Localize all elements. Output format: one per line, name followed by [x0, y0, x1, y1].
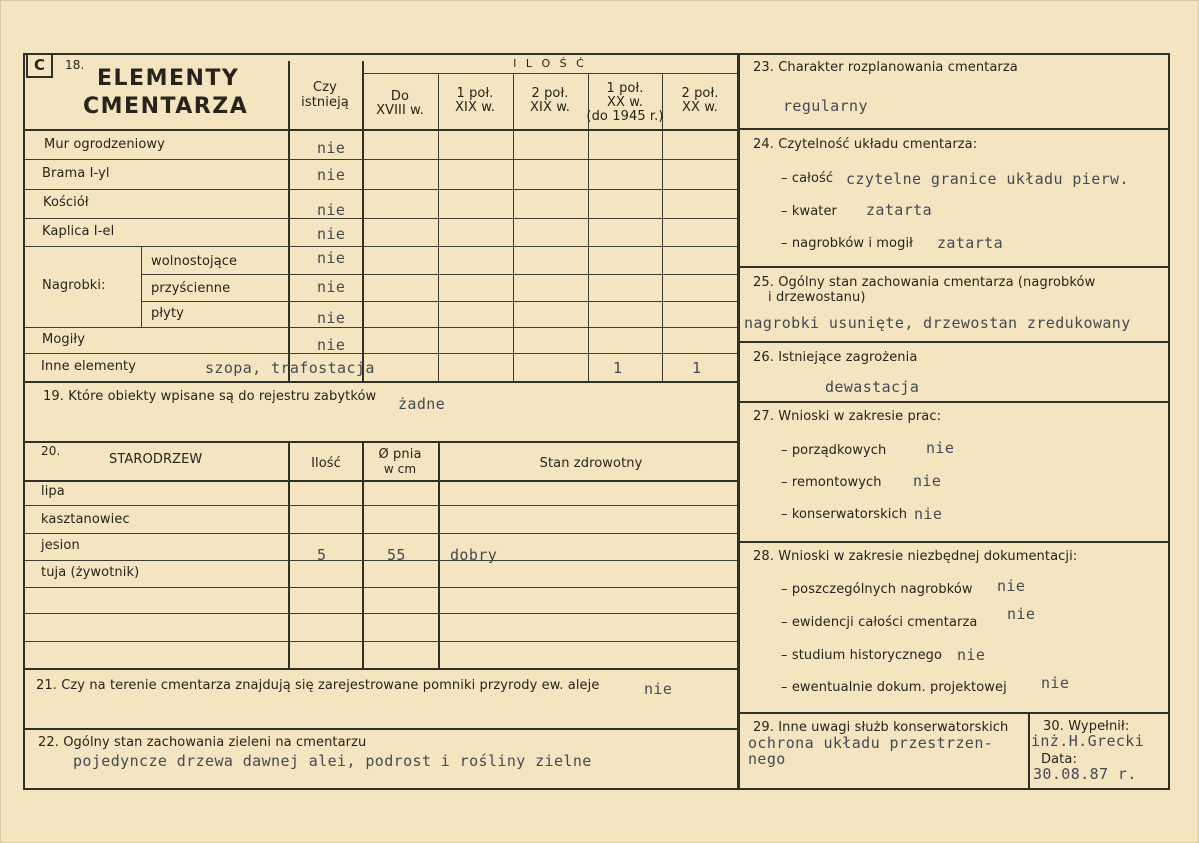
divider: [362, 441, 364, 669]
section-18-title-line2: CMENTARZA: [83, 94, 249, 119]
section-22-label: 22. Ogólny stan zachowania zieleni na cmentarzu: [38, 735, 367, 750]
row-inne-period4: 1: [613, 359, 623, 377]
row-kaplica-value: nie: [317, 225, 346, 243]
section-28-item-2-label: – ewidencji całości cmentarza: [781, 615, 978, 630]
row-kaplica-label: Kaplica I-el: [42, 224, 115, 239]
section-28-item-2-value: nie: [1007, 605, 1036, 623]
period-2-line2: XIX w.: [455, 100, 495, 115]
col-header-ilosc-trees: Ilość: [311, 456, 341, 471]
row-inne-value: szopa, trafostacja: [205, 359, 375, 377]
divider: [438, 441, 440, 669]
row-plyty-value: nie: [317, 309, 346, 327]
period-4-line1: 1 poł.: [606, 81, 644, 96]
row-mur-label: Mur ogrodzeniowy: [44, 137, 165, 152]
row-line: [25, 189, 738, 190]
divider: [25, 381, 738, 383]
divider: [513, 73, 514, 381]
row-line: [25, 505, 738, 506]
divider: [288, 441, 290, 669]
divider: [1028, 712, 1030, 789]
section-28-item-3-value: nie: [957, 646, 986, 664]
section-19-label: 19. Które obiekty wpisane są do rejestru zabytków: [43, 389, 377, 404]
section-24-kwater-label: – kwater: [781, 204, 837, 219]
row-line: [141, 274, 738, 275]
section-24-nagrob-label: – nagrobków i mogił: [781, 236, 913, 251]
divider: [740, 266, 1169, 268]
row-line: [25, 246, 738, 247]
tree-jesion: jesion: [41, 538, 80, 553]
col-header-czy-2: istnieją: [301, 95, 349, 110]
section-25-label-1: 25. Ogólny stan zachowania cmentarza (nagrobków: [753, 275, 1096, 290]
row-plyty-label: płyty: [151, 306, 184, 321]
tree-lipa: lipa: [41, 484, 65, 499]
row-inne-label: Inne elementy: [41, 359, 137, 374]
section-25-value: nagrobki usunięte, drzewostan zredukowany: [744, 314, 1131, 332]
row-kosciol-label: Kościół: [43, 195, 89, 210]
period-5-line1: 2 poł.: [681, 86, 719, 101]
row-line: [25, 560, 738, 561]
section-23-label: 23. Charakter rozplanowania cmentarza: [753, 60, 1018, 75]
divider: [25, 480, 738, 482]
row-przysc-value: nie: [317, 278, 346, 296]
section-26-label: 26. Istniejące zagrożenia: [753, 350, 918, 365]
section-18-title-line1: ELEMENTY: [97, 66, 240, 91]
tree-kasztanowiec: kasztanowiec: [41, 512, 130, 527]
row-inne-period5: 1: [692, 359, 702, 377]
divider: [25, 441, 738, 443]
jesion-stan: dobry: [450, 546, 498, 564]
row-line: [25, 641, 738, 642]
section-20-title: STARODRZEW: [109, 452, 203, 467]
section-19-value: żadne: [398, 395, 446, 413]
section-29-label: 29. Inne uwagi służb konserwatorskich: [753, 720, 1009, 735]
divider: [141, 246, 142, 327]
row-wolno-value: nie: [317, 249, 346, 267]
section-30-date-label: Data:: [1041, 752, 1077, 767]
section-25-label-2: i drzewostanu): [768, 290, 866, 305]
col-header-stan: Stan zdrowotny: [539, 456, 643, 471]
period-5-line2: XX w.: [681, 100, 719, 115]
divider: [25, 129, 738, 131]
period-1-line1: Do: [390, 89, 410, 104]
row-line: [25, 587, 738, 588]
period-4-line2: XX w.: [606, 95, 644, 110]
section-27-item-1-label: – porządkowych: [781, 443, 887, 458]
row-nagrobki-label: Nagrobki:: [42, 278, 106, 293]
row-kosciol-value: nie: [317, 201, 346, 219]
divider: [740, 341, 1169, 343]
section-30-label: 30. Wypełnił:: [1043, 719, 1130, 734]
period-3-line1: 2 poł.: [531, 86, 569, 101]
row-brama-label: Brama I-yl: [42, 166, 110, 181]
section-30-date: 30.08.87 r.: [1033, 765, 1137, 783]
row-brama-value: nie: [317, 166, 346, 184]
period-1-line2: XVIII w.: [376, 103, 424, 118]
divider: [740, 541, 1169, 543]
section-27-item-2-value: nie: [913, 472, 942, 490]
section-28-label: 28. Wnioski w zakresie niezbędnej dokumentacji:: [753, 549, 1078, 564]
section-29-value-line1: ochrona układu przestrzen-: [748, 734, 994, 752]
section-20-number: 20.: [41, 444, 61, 458]
section-27-item-3-label: – konserwatorskich: [781, 507, 908, 522]
jesion-pien: 55: [387, 546, 406, 564]
row-przysc-label: przyścienne: [151, 281, 231, 296]
section-24-kwater-value: zatarta: [866, 201, 933, 219]
section-28-item-4-label: – ewentualnie dokum. projektowej: [781, 680, 1007, 695]
section-22-value: pojedyncze drzewa dawnej alei, podrost i rośliny zielne: [73, 752, 592, 770]
row-line: [25, 327, 738, 328]
divider: [362, 73, 738, 74]
col-header-ilosc: I L O Ś Ć: [513, 57, 587, 70]
row-line: [141, 301, 738, 302]
section-29-value-line2: nego: [748, 750, 786, 768]
section-21-value: nie: [644, 680, 673, 698]
row-line: [25, 218, 738, 219]
section-21-label: 21. Czy na terenie cmentarza znajdują się zarejestrowane pomniki przyrody ew. aleje: [36, 678, 600, 693]
section-24-calosc-label: – całość: [781, 171, 834, 186]
card-letter-box: C: [26, 53, 53, 78]
divider: [740, 401, 1169, 403]
col-header-pnia-1: Ø pnia: [378, 447, 422, 462]
divider: [362, 61, 364, 381]
row-mogily-label: Mogiły: [42, 332, 86, 347]
row-line: [25, 613, 738, 614]
section-26-value: dewastacja: [825, 378, 920, 396]
row-line: [25, 159, 738, 160]
period-4-line3: (do 1945 r.): [586, 109, 664, 124]
section-27-item-3-value: nie: [914, 505, 943, 523]
row-mogily-value: nie: [317, 336, 346, 354]
section-24-calosc-value: czytelne granice układu pierw.: [846, 170, 1129, 188]
divider: [288, 61, 290, 381]
section-28-item-4-value: nie: [1041, 674, 1070, 692]
col-header-czy-1: Czy: [313, 80, 337, 95]
period-3-line2: XIX w.: [530, 100, 570, 115]
section-24-label: 24. Czytelność układu cmentarza:: [753, 137, 978, 152]
divider: [740, 712, 1169, 714]
divider: [25, 668, 738, 670]
divider: [438, 73, 439, 381]
section-24-nagrob-value: zatarta: [937, 234, 1004, 252]
section-23-value: regularny: [783, 97, 868, 115]
section-28-item-3-label: – studium historycznego: [781, 648, 943, 663]
section-27-item-1-value: nie: [926, 439, 955, 457]
section-28-item-1-label: – poszczególnych nagrobków: [781, 582, 973, 597]
col-header-pnia-2: w cm: [383, 462, 417, 476]
period-2-line1: 1 poł.: [456, 86, 494, 101]
tree-tuja: tuja (żywotnik): [41, 565, 140, 580]
section-30-name: inż.H.Grecki: [1031, 732, 1145, 750]
section-27-item-2-label: – remontowych: [781, 475, 882, 490]
row-mur-value: nie: [317, 139, 346, 157]
jesion-ilosc: 5: [317, 546, 327, 564]
divider: [740, 128, 1169, 130]
divider: [25, 728, 738, 730]
section-18-number: 18.: [65, 58, 85, 72]
row-line: [25, 353, 738, 354]
section-27-label: 27. Wnioski w zakresie prac:: [753, 409, 942, 424]
row-wolno-label: wolnostojące: [151, 254, 238, 269]
section-28-item-1-value: nie: [997, 577, 1026, 595]
row-line: [25, 533, 738, 534]
